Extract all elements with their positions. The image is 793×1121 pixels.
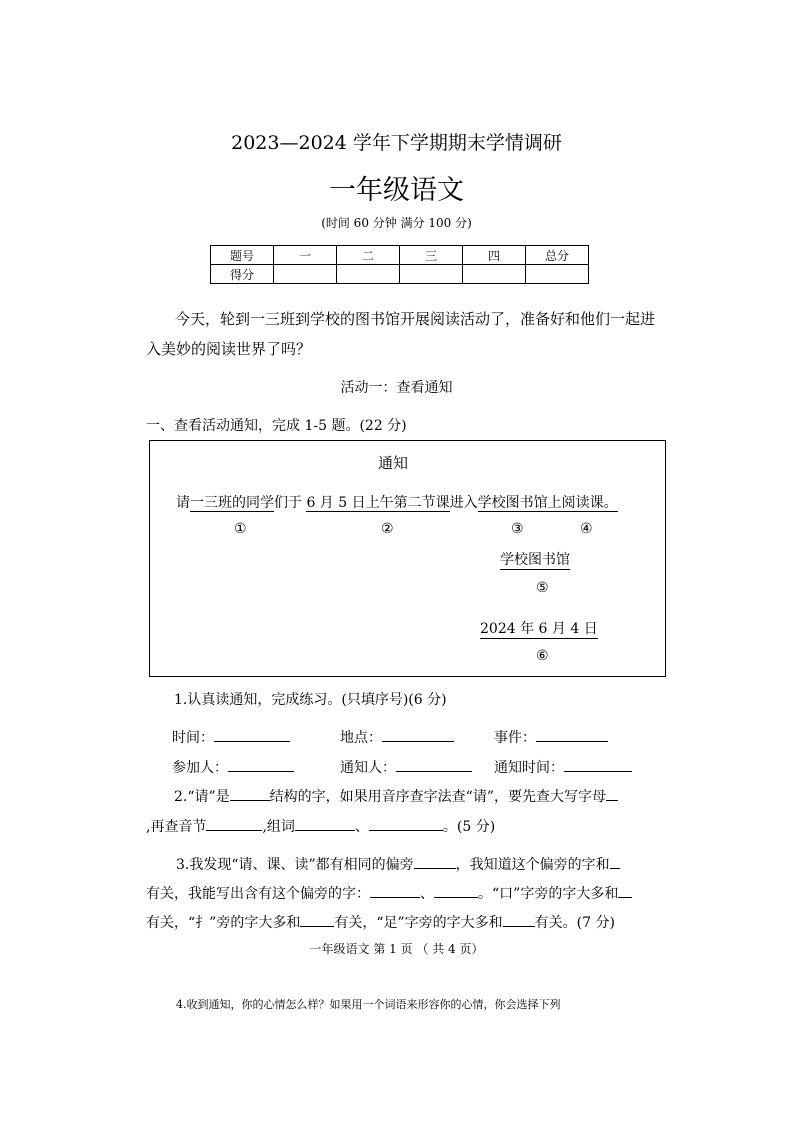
blank-mouth-meaning[interactable] [618,883,632,898]
notice-text: 请 [176,495,190,511]
notice-underline-event: 上阅读课。 [547,495,618,511]
notice-title: 通知 [378,454,409,472]
notice-text: 进入 [449,495,478,511]
q3-line-2 [146,883,632,903]
q3-text: 有关，“足”字旁的字大多和 [334,915,503,931]
blank-radical-meaning[interactable] [610,854,620,869]
q3-text: 有关，“扌”旁的字大多和 [146,915,301,931]
q3-text: 有关。(7 分) [534,915,615,931]
blank-notifier[interactable] [396,757,472,772]
notice-paragraph [176,492,618,512]
blank-foot-meaning[interactable] [503,912,535,927]
blank-word-2[interactable] [369,816,443,831]
q3-text: 有关，我能写出含有这个偏旁的字： [146,886,370,902]
notice-underline-participants: 一三班的同学 [190,495,274,511]
score-table-score-row [211,265,589,284]
blank-notice-time[interactable] [564,757,632,772]
q2-text: ,组词 [262,819,295,835]
blank-capital-letter[interactable] [606,786,618,801]
activity-title: 活动一：查看通知 [340,380,453,396]
score-table-header: 总分 [526,246,589,265]
time-note: (时间 60 分钟 满分 100 分) [321,216,472,230]
notice-box [149,440,666,677]
q2-line-1 [174,786,618,806]
marker-6: ⑥ [536,648,549,664]
field-label-participants: 参加人： [172,760,228,776]
notice-date: 2024 年 6 月 4 日 [480,618,598,639]
q1-row-1 [172,727,290,747]
score-cell[interactable] [274,265,337,284]
q3-text: 。“口”字旁的字大多和 [478,886,619,902]
notice-sender: 学校图书馆 [500,549,570,570]
notice-text: 们于 [274,495,307,511]
blank-hand-meaning[interactable] [300,912,334,927]
score-table-header: 四 [463,246,526,265]
q3-line-3 [146,912,615,932]
blank-radical[interactable] [414,854,456,869]
marker-4: ④ [580,521,593,537]
q1-row-1b [340,727,454,747]
blank-place[interactable] [382,727,454,742]
marker-1: ① [234,521,247,537]
score-cell[interactable] [337,265,400,284]
field-label-place: 地点： [340,730,382,746]
score-table [210,245,589,284]
intro-line-1: 今天，轮到一三班到学校的图书馆开展阅读活动了，准备好和他们一起进 [175,310,656,328]
subject-title: 一年级语文 [329,175,464,206]
page-footer: 一年级语文 第 1 页 （ 共 4 页） [309,942,484,956]
section-1-heading: 一、查看活动通知，完成 1-5 题。(22 分) [146,418,407,434]
score-table-header-row [211,246,589,265]
q4-stem: 4.收到通知，你的心情怎么样？如果用一个词语来形容你的心情，你会选择下列 [176,998,561,1011]
q2-text: 2.“请”是 [174,789,230,805]
marker-3: ③ [511,521,524,537]
blank-time[interactable] [214,727,290,742]
marker-5: ⑤ [536,580,549,596]
score-table-row-label: 得分 [211,265,274,284]
blank-syllable[interactable] [206,816,262,831]
blank-participants[interactable] [228,757,294,772]
q3-text: ，我知道这个偏旁的字和 [455,857,610,873]
blank-char-2[interactable] [434,883,478,898]
intro-line-2: 入美妙的阅读世界了吗？ [146,340,312,358]
field-label-time: 时间： [172,730,214,746]
q1-row-2 [172,757,294,777]
q1-row-2b [340,757,472,777]
blank-structure[interactable] [230,786,270,801]
score-cell[interactable] [400,265,463,284]
q3-text: 3.我发现“请、课、读”都有相同的偏旁 [176,857,414,873]
score-cell[interactable] [526,265,589,284]
exam-title: 2023—2024 学年下学期期末学情调研 [231,132,562,154]
q3-text: 、 [420,886,434,902]
blank-event[interactable] [536,727,608,742]
q2-text: 结构的字，如果用音序查字法查“请”，要先查大写字母 [269,789,606,805]
field-label-notice-time: 通知时间： [494,760,564,776]
notice-underline-place: 学校图书馆 [477,495,548,511]
score-table-header: 题号 [211,246,274,265]
blank-char-1[interactable] [370,883,420,898]
q2-text: 、 [354,819,369,835]
q3-line-1 [176,854,620,874]
score-table-header: 三 [400,246,463,265]
field-label-event: 事件： [494,730,536,746]
q2-text: ,再查音节 [146,819,207,835]
q1-row-1c [494,727,608,747]
score-table-header: 二 [337,246,400,265]
q1-stem: 1.认真读通知，完成练习。(只填序号)(6 分) [174,692,447,708]
blank-word-1[interactable] [295,816,355,831]
score-cell[interactable] [463,265,526,284]
q2-text: 。(5 分) [442,819,496,835]
q2-line-2 [146,816,495,836]
field-label-notifier: 通知人： [340,760,396,776]
q1-row-2c [494,757,632,777]
score-table-header: 一 [274,246,337,265]
marker-2: ② [381,521,394,537]
notice-underline-time: 6 月 5 日上午第二节课 [306,495,450,511]
